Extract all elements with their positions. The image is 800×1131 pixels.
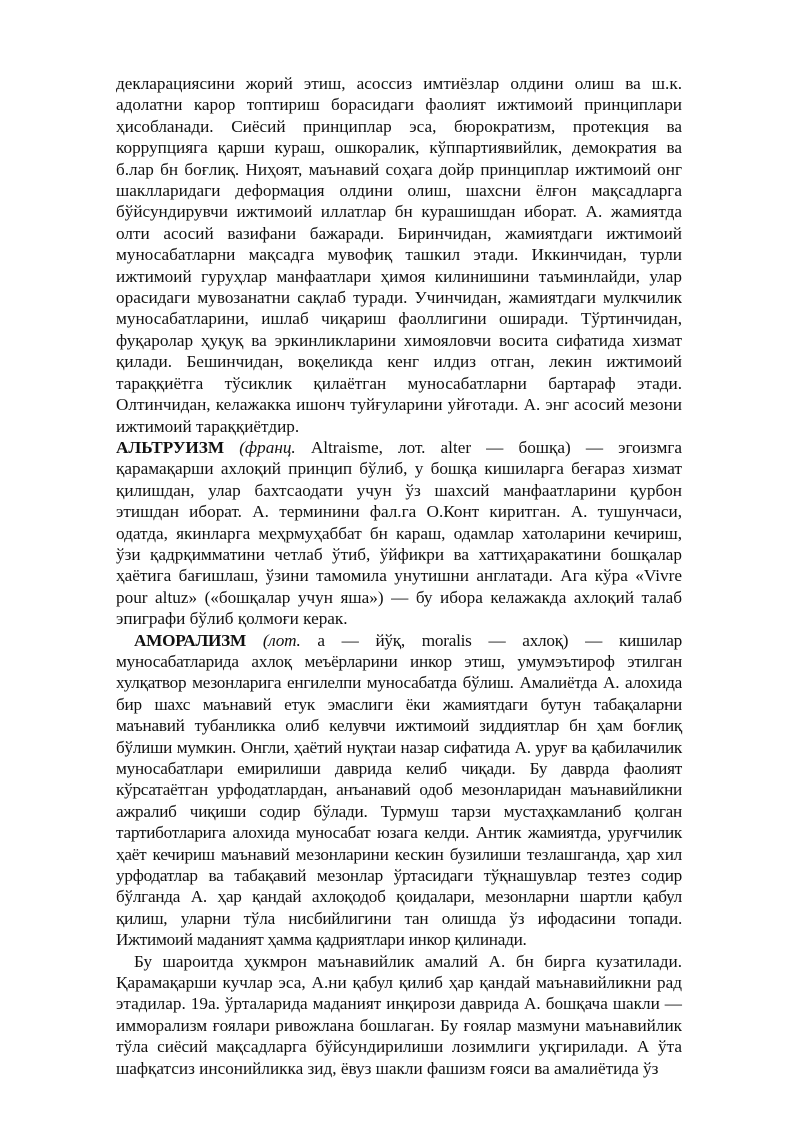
term-altruizm: АЛЬТРУИЗМ: [116, 437, 225, 457]
entry-amoralizm-text: a — йўқ, moralis — ахлоқ) — кишилар муносабатларида ахлоқ меъёрларини инкор этиш, умумэътироф этилган хулқатвор мезонларига енгилелпи муносабатда бўлиш. Амалиётда А. алохида бир шахс маънавий етук эмаслиги ёки жамиятдаги бутун табақаларни маънавий тубанликка олиб келувчи ижтимоий зиддиятлар бн ҳам боғлиқ бўлиши мумкин. Онгли, ҳаётий нуқтаи назар сифатида А. уруғ ва қабилачилик муносабатлари емирилиши даврида келиб чиқади. Бу даврда фаолият кўрсатаётган урфодатлардан, анъанавий одоб мезонларидан маънавийликни ажралиб чиқиши содир бўлади. Турмуш тарзи мустаҳкамланиб қолган тартиботларига алохида муносабат юзага келди. Антик жамиятда, уруғчилик ҳаёт кечириш маънавий мезонларини кескин бузилиши тезлашганда, ҳар хил урфодатлар ва табақавий мезонлар ўртасидаги тўқнашувлар тезтез содир бўлганда А. ҳар қандай ахлоқодоб қоидалари, мезонларни шартли қабул қилиш, уларни тўла нисбийлигини тан олишда ўз ифодасини топади. Ижтимоий маданият ҳамма қадриятлари инкор қилинади.: [116, 630, 683, 950]
paragraph-continuation: Бу шароитда ҳукмрон маънавийлик амалий А. бн бирга кузатилади. Қарамақарши кучлар эса, А.ни қабул қилиб ҳар қандай маънавийликни рад этадилар. 19а. ўрталарида маданият инқирози даврида А. бошқача шакли — имморализм ғоялари ривожлана бошлаган. Бу ғоялар мазмуни маънавийлик тўла сиёсий мақсадларга бўйсундирилиши лозимлиги уқгирилади. А ўта шафқатсиз инсонийликка зид, ёвуз шакли фашизм ғояси ва амалиётида ўз: [116, 951, 682, 1078]
entry-amoralizm: [116, 630, 682, 951]
paragraph-principles: декларациясини жорий этиш, асоссиз имтиёзлар олдини олиш ва ш.к. адолатни карор топтириш борасидаги фаолият ижтимоий принциплари ҳисобланади. Сиёсий принциплар эса, бюрократизм, протекция ва коррупцияга қарши кураш, ошкоралик, кўппартиявийлик, демократия ва б.лар бн боғлиқ. Ниҳоят, маънавий соҳага дойр принциплар ижтимоий онг шаклларидаги деформация олдини олиш, шахсни ёлғон мақсадларга бўйсундирувчи ижтимоий иллатлар бн курашишдан иборат. А. жамиятда олти асосий вазифани бажаради. Биринчидан, жамиятдаги ижтимоий муносабатларни мақсадга мувофиқ ташкил этади. Иккинчидан, турли ижтимоий гуруҳлар манфаатлари ҳимоя килинишини таъминлайди, улар орасидаги мувозанатни сақлаб туради. Учинчидан, жамиятдаги мулкчилик муносабатларини, ишлаб чиқариш фаоллигини оширади. Тўртинчидан, фуқаролар ҳуқуқ ва эркинликларини химояловчи восита сифатида хизмат қилади. Бешинчидан, воқеликда кенг илдиз отган, лекин ижтимоий тараққиётга тўсиклик қилаётган муносабатларни бартараф этади. Олтинчидан, келажакка ишонч туйғуларини уйғотади. А. энг асосий мезони ижтимоий тараққиётдир.: [116, 74, 682, 436]
etymology-amoralizm: (лот.: [262, 630, 301, 650]
term-amoralizm: АМОРАЛИЗМ: [134, 630, 246, 650]
document-page: [116, 73, 682, 1079]
entry-altruizm-text: Altraisme, лот. alter — бошқа) — эгоизмга қарамақарши ахлоқий принцип бўлиб, у бошқа кишиларга беғараз хизмат қилишдан, улар бахтсаодати учун ўз шахсий манфаатларини қурбон этишдан иборат. А. терминини фал.га О.Конт киритган. А. тушунчаси, одатда, якинларга меҳрмуҳаббат бн караш, одамлар хатоларини кечириш, ўзи қадрқимматини четлаб ўтиб, ўйфикри ва хаттиҳаракатини бошқалар ҳаётига бағишлаш, ўзини тамомила унутишни англатади. Ага кўра «Vivre pour altuz» («бошқалар учун яша») — бу ибора келажакда ахлоқий талаб эпиграфи бўлиб қолмоғи керак.: [116, 437, 682, 629]
entry-altruizm: [116, 437, 682, 630]
etymology-altruizm: (франц.: [239, 437, 296, 457]
